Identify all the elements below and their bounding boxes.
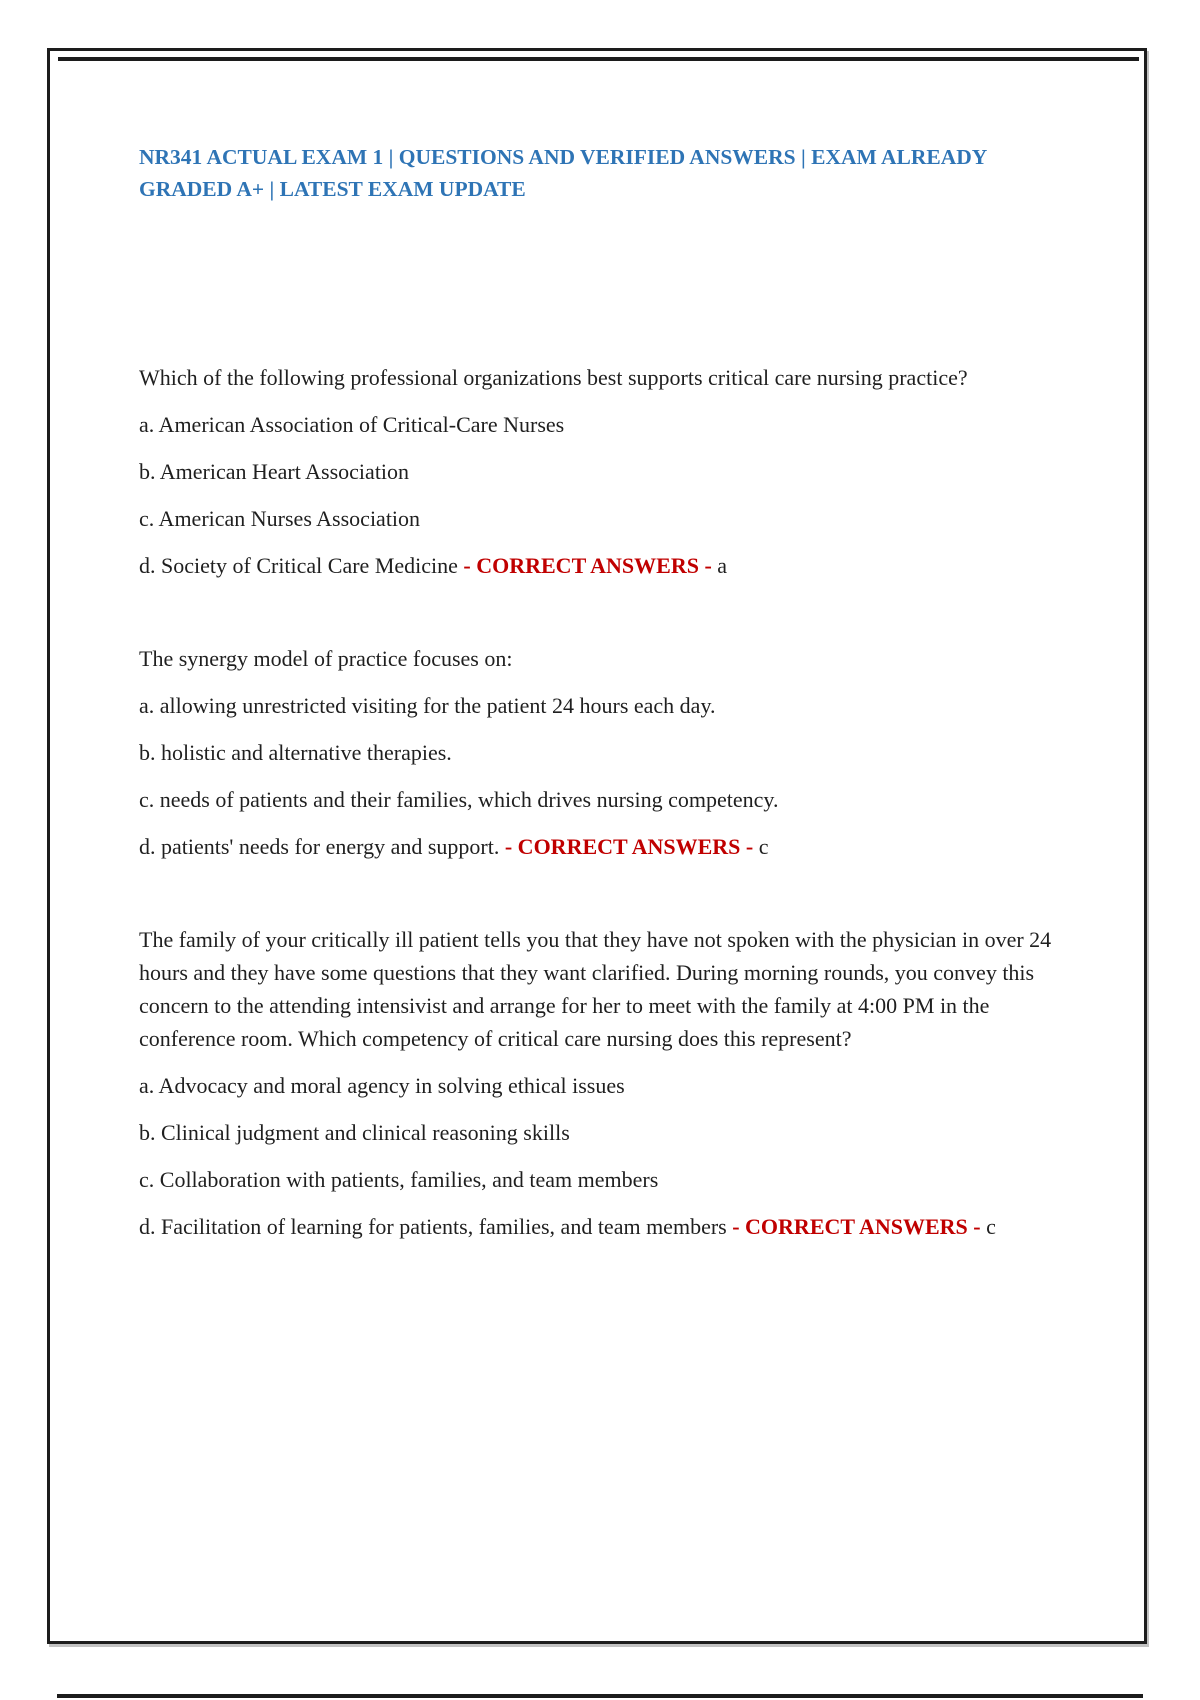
answer-option-c: [139, 783, 1071, 816]
option-text: c. needs of patients and their families, which drives nursing competency.: [139, 787, 779, 812]
answer-option-a: [139, 689, 1071, 722]
option-text: d. Society of Critical Care Medicine: [139, 553, 464, 578]
page-content: [139, 51, 1071, 1243]
option-text: a. Advocacy and moral agency in solving ethical issues: [139, 1073, 625, 1098]
answer-option-d: [139, 830, 1071, 863]
answer-option-a: [139, 1069, 1071, 1102]
question-text: The family of your critically ill patient tells you that they have not spoken with the physician in over 24 hours and they have some questions that they want clarified. During morning rounds, you convey this concern to the attending intensivist and arrange for her to meet with the family at 4:00 PM in the conference room. Which competency of critical care nursing does this represent?: [139, 927, 1052, 1051]
option-text: a. allowing unrestricted visiting for the patient 24 hours each day.: [139, 693, 716, 718]
question-text: The synergy model of practice focuses on:: [139, 646, 513, 671]
answer-option-d: [139, 1210, 1071, 1243]
answer-letter: c: [753, 834, 769, 859]
document-title: NR341 ACTUAL EXAM 1 | QUESTIONS AND VERIFIED ANSWERS | EXAM ALREADY GRADED A+ | LATEST EXAM UPDATE: [139, 145, 987, 201]
option-text: b. American Heart Association: [139, 459, 410, 484]
next-page-top-edge: [57, 1694, 1143, 1698]
question-text: Which of the following professional organizations best supports critical care nursing practice?: [139, 365, 968, 390]
answer-option-c: [139, 502, 1071, 535]
answer-letter: c: [980, 1214, 996, 1239]
answer-option-b: [139, 736, 1071, 769]
correct-answer-marker: - CORRECT ANSWERS -: [732, 1214, 981, 1239]
option-text: d. Facilitation of learning for patients, families, and team members: [139, 1214, 733, 1239]
answer-option-d: [139, 549, 1071, 582]
option-text: c. Collaboration with patients, families, and team members: [139, 1167, 659, 1192]
option-text: c. American Nurses Association: [139, 506, 421, 531]
option-text: a. American Association of Critical-Care Nurses: [139, 412, 565, 437]
question-block-1: [139, 361, 1071, 582]
answer-letter: a: [711, 553, 728, 578]
document-page: [47, 48, 1147, 1644]
question-block-3: [139, 923, 1071, 1243]
option-text: d. patients' needs for energy and support.: [139, 834, 505, 859]
correct-answer-marker: - CORRECT ANSWERS -: [504, 834, 754, 859]
option-text: b. holistic and alternative therapies.: [139, 740, 452, 765]
answer-option-c: [139, 1163, 1071, 1196]
answer-option-b: [139, 1116, 1071, 1149]
question-block-2: [139, 642, 1071, 863]
answer-option-a: [139, 408, 1071, 441]
correct-answer-marker: - CORRECT ANSWERS -: [463, 553, 712, 578]
option-text: b. Clinical judgment and clinical reasoning skills: [139, 1120, 570, 1145]
answer-option-b: [139, 455, 1071, 488]
